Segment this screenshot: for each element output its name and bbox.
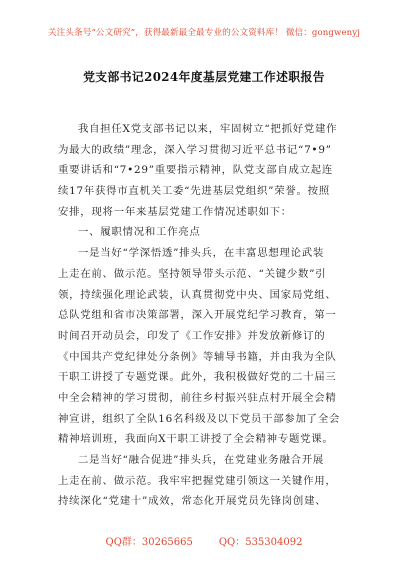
body-line: 领，持续强化理论武装，认真贯彻党中央、国家局党组、 [58, 288, 337, 301]
qq-number-text: QQ：535304092 [218, 537, 303, 548]
body-line: 续17年获得市直机关工委“先进基层党组织”荣誉。按照 [58, 185, 330, 198]
body-line: 《中国共产党纪律处分条例》等辅导书籍，并由我为全队 [58, 350, 337, 363]
body-line: 中全会精神的学习贯彻，前往乡村振兴驻点村开展全会精 [58, 391, 337, 404]
section-heading: 一、履职情况和工作亮点 [78, 226, 201, 239]
body-line: 二是当好“融合促进”排头兵，在党建业务融合开展 [78, 454, 325, 466]
footer-contact [0, 533, 408, 548]
document-title: 党支部书记2024年度基层党建工作述职报告 [83, 70, 325, 84]
body-line: 安排，现将一年来基层党建工作情况述职如下： [58, 205, 292, 218]
header-note: 关注头条号“公文研究”，获得最新最全最专业的公文资料库！ 微信：gongwenyj [47, 28, 361, 38]
body-line: 上走在前、做示范。坚持领导带头示范、“关键少数”引 [58, 267, 327, 280]
body-line: 我自担任X党支部书记以来，牢固树立“把抓好党建作 [78, 123, 338, 135]
body-line: 总队党组和省市决策部署，深入开展党纪学习教育，第一 [58, 309, 337, 322]
body-line: 干职工讲授了专题党课。此外，我积极做好党的二十届三 [58, 371, 337, 384]
document-body [58, 119, 354, 512]
qq-group-text: QQ群：30265665 [105, 537, 193, 548]
body-line: 时间召开动员会，印发了《工作安排》并发放新修订的 [58, 329, 326, 342]
body-line: 重要讲话和“7•29”重要指示精神，队党支部自成立起连 [58, 164, 334, 177]
body-line: 精神培训班，我面向X干职工讲授了全会精神专题党课。 [58, 433, 334, 446]
body-line: 为最大的政绩”理念，深入学习贯彻习近平总书记“7•9” [58, 143, 332, 156]
body-line: 上走在前、做示范。我牢牢把握党建引领这一关键作用， [58, 474, 337, 487]
body-line: 神宣讲，组织了全队16名科级及以下党员干部参加了全会 [58, 412, 341, 425]
body-line: 持续深化“党建十”成效，常态化开展党员先锋岗创建、 [58, 495, 327, 508]
body-line: 一是当好“学深悟透”排头兵，在丰富思想理论武装 [78, 247, 325, 260]
